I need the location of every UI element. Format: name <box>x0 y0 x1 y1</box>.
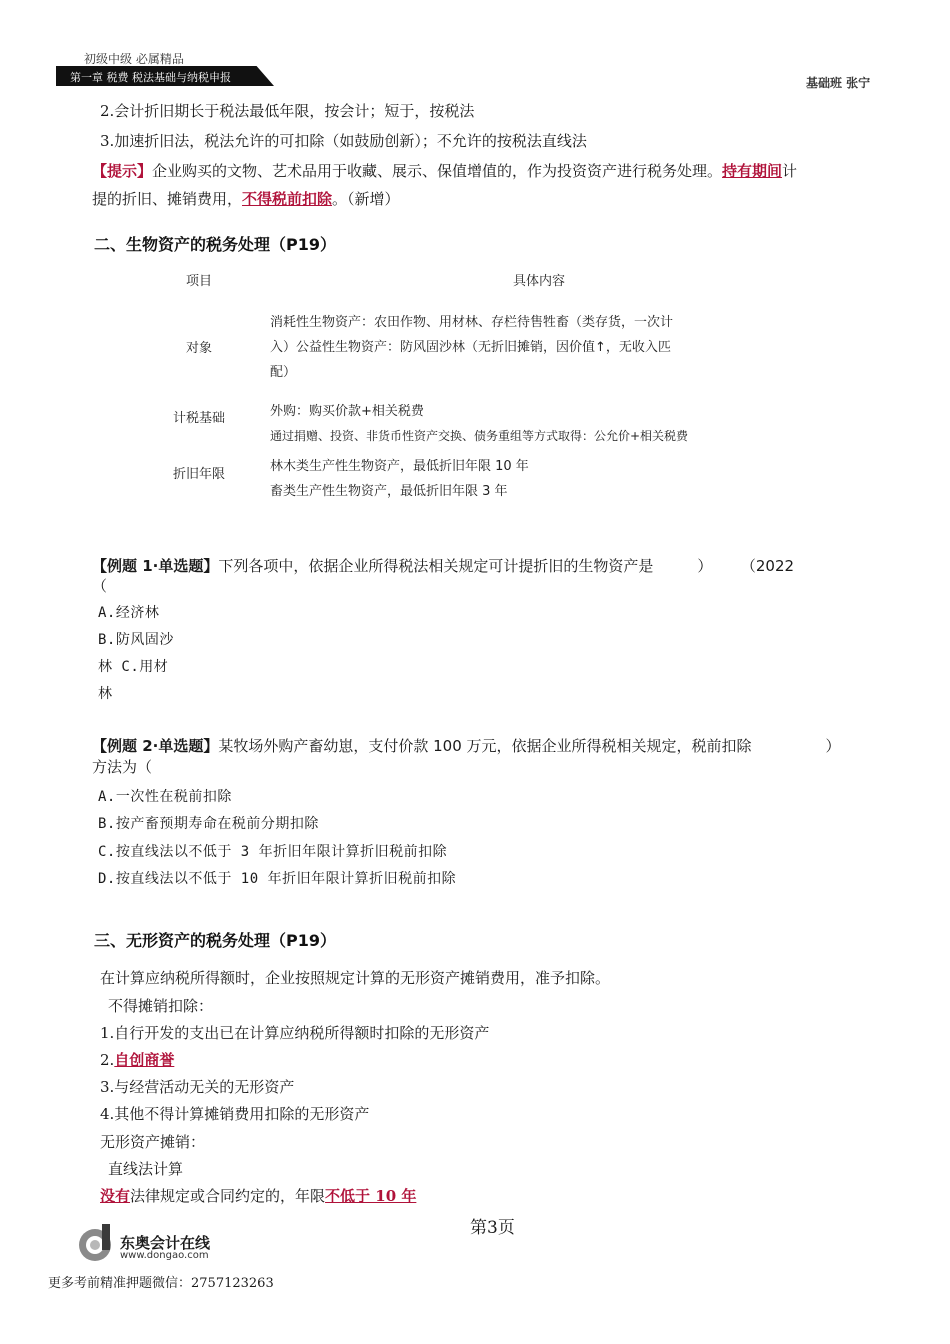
no-amortization-item: 2.自创商誉 <box>100 1051 175 1069</box>
no-amortization-item: 3.与经营活动无关的无形资产 <box>100 1078 295 1096</box>
footer-more-text: 更多考前精准押题微信：2757123263 <box>48 1276 274 1291</box>
example-1-label: 【例题 1·单选题】 <box>92 557 219 575</box>
example-2-line-2: 方法为（ <box>92 758 153 776</box>
self-created-goodwill: 自创商誉 <box>114 1051 175 1069</box>
tip-paragraph <box>92 160 797 181</box>
example-1-option: A.经济林 <box>98 605 160 621</box>
brand-name: 东奥会计在线 <box>120 1234 211 1252</box>
example-2-question: 某牧场外购产畜幼崽，支付价款 100 万元，依据企业所得税相关规定，税前扣除 <box>218 737 752 755</box>
header-bar-text: 第一章 税费 税法基础与纳税申报 <box>70 71 231 84</box>
tip-paragraph-line-2 <box>92 188 400 208</box>
brand-url: www.dongao.com <box>120 1250 209 1261</box>
tip-text: 企业购买的文物、艺术品用于收藏、展示、保值增值的，作为投资资产进行税务处理。 <box>152 162 723 180</box>
example-1-paren: （ <box>92 577 108 595</box>
table-row <box>136 442 816 495</box>
example-1-tail-mark: ） <box>697 557 713 575</box>
amortization-rule <box>100 1185 416 1206</box>
row-content: 外购：购买价款+相关税费 通过捐赠、投资、非货币性资产交换、债务重组等方式取得：公允价+相关税费 <box>270 404 689 443</box>
intro-line-2: 3.加速折旧法，税法允许的可扣除（如鼓励创新）；不允许的按税法直线法 <box>100 132 587 150</box>
example-1-option: B.防风固沙 <box>98 632 174 648</box>
example-1-question: 下列各项中，依据企业所得税法相关规定可计提折旧的生物资产是 <box>218 557 654 575</box>
no-amortization-item: 1.自行开发的支出已在计算应纳税所得额时扣除的无形资产 <box>100 1024 490 1042</box>
section-3-intro: 在计算应纳税所得额时，企业按照规定计算的无形资产摊销费用，准予扣除。 <box>100 969 611 987</box>
tip-line2-red: 不得税前扣除 <box>242 190 333 208</box>
bio-asset-table <box>136 268 816 499</box>
example-2-tail-mark: ） <box>825 737 841 755</box>
example-2-stem <box>92 735 841 756</box>
no-amortization-label: 不得摊销扣除： <box>108 997 214 1015</box>
rule-red-2: 不低于 10 年 <box>325 1187 417 1205</box>
row-label: 对象 <box>185 341 212 356</box>
row-label: 折旧年限 <box>172 467 225 482</box>
table-header-cell: 项目 <box>185 274 212 289</box>
table-header-cell: 具体内容 <box>512 274 565 289</box>
intro-line-1: 2.会计折旧期长于税法最低年限，按会计；短于，按税法 <box>100 102 475 120</box>
no-amortization-item: 4.其他不得计算摊销费用扣除的无形资产 <box>100 1105 370 1123</box>
example-1-option: 林 C.用材 <box>98 659 169 675</box>
example-2-option: D.按直线法以不低于 10 年折旧年限计算折旧税前扣除 <box>98 871 457 887</box>
tip-line2-b: 。（新增） <box>332 190 400 208</box>
example-2-option: C.按直线法以不低于 3 年折旧年限计算折旧税前扣除 <box>98 844 448 860</box>
header-right-text: 基础班 张宁 <box>806 76 871 90</box>
tip-tail: 计 <box>782 162 798 180</box>
amortization-method: 直线法计算 <box>108 1160 184 1178</box>
row-label: 计税基础 <box>172 411 225 426</box>
table-header-row <box>136 268 816 288</box>
example-1-stem <box>92 555 858 573</box>
section-2-title: 二、生物资产的税务处理（P19） <box>94 235 336 254</box>
example-1-year: （2022 <box>748 557 795 575</box>
example-2-option: B.按产畜预期寿命在税前分期扣除 <box>98 816 319 832</box>
tip-label: 【提示】 <box>92 162 153 180</box>
rule-red-1: 没有 <box>100 1187 131 1205</box>
table-row <box>136 389 816 442</box>
header-top-text: 初级中级 必属精品 <box>84 52 184 66</box>
example-2-label: 【例题 2·单选题】 <box>92 737 219 755</box>
row-content: 林木类生产性生物资产，最低折旧年限 10 年 畜类生产性生物资产，最低折旧年限 3 年 <box>270 459 529 499</box>
example-1-option: 林 <box>98 686 113 702</box>
rule-mid: 法律规定或合同约定的，年限 <box>130 1187 326 1205</box>
tip-line2-a: 提的折旧、摊销费用， <box>92 190 243 208</box>
section-3-title: 三、无形资产的税务处理（P19） <box>94 931 336 950</box>
amortization-label: 无形资产摊销： <box>100 1133 206 1151</box>
table-row <box>136 288 816 389</box>
example-2-option: A.一次性在税前扣除 <box>98 789 232 805</box>
page-number: 第3页 <box>470 1218 515 1238</box>
dongao-logo-icon <box>76 1224 114 1262</box>
row-content: 消耗性生物资产：农田作物、用材林、存栏待售牲畜（类存货，一次计 入）公益性生物资产：防风固沙林（无折旧摊销，因价值↑，无收入匹 配） <box>270 315 674 380</box>
tip-highlight: 持有期间 <box>722 162 783 180</box>
